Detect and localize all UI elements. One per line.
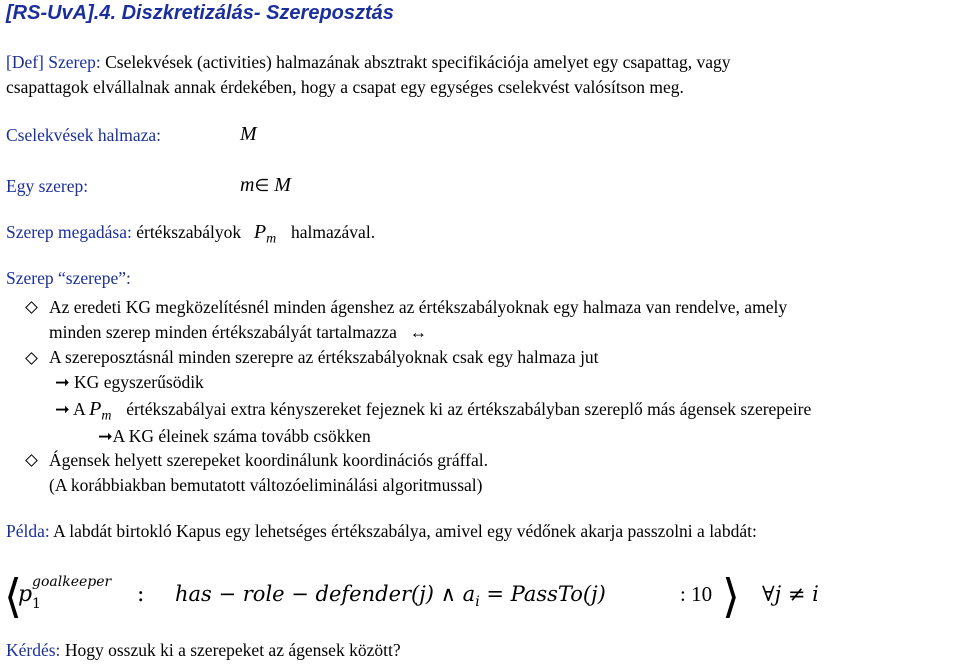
consequence-2-P: P	[89, 398, 102, 420]
question-text: Hogy osszuk ki a szerepeket az ágensek között?	[64, 640, 401, 660]
right-arrow-icon: ➞	[98, 426, 113, 446]
consequence-2-sub: m	[101, 408, 112, 424]
bullet-1-line-1: Az eredeti KG megközelítésnél minden ágenshez az értékszabályoknak egy halmaza van rendelve, amely	[49, 297, 788, 317]
right-arrow-icon: ➞	[55, 399, 70, 419]
role-of-role-heading: Szerep “szerepe”:	[6, 268, 131, 288]
role-specification	[6, 221, 375, 248]
actions-label: Cselekvések halmaza:	[6, 125, 162, 145]
element-of-symbol: ∈	[254, 176, 270, 195]
consequence-2-pre: A	[73, 399, 85, 419]
formula-colon: :	[137, 582, 145, 607]
bullet-3-line-2: (A korábbiakban bemutatott változóeliminálási algoritmussal)	[49, 475, 483, 495]
formula-ai-sub: i	[475, 594, 480, 611]
formula-condition: has − role − defender(j) ∧ a	[175, 582, 476, 606]
consequence-3	[98, 426, 371, 447]
question-label: Kérdés:	[6, 640, 61, 660]
role-M: M	[274, 174, 291, 196]
spec-label: Szerep megadása:	[6, 222, 132, 242]
definition-label: [Def] Szerep:	[6, 52, 101, 72]
formula-value: : 10	[680, 582, 713, 606]
consequence-2	[55, 398, 811, 425]
definition-line-2: csapattagok elvállalnak annak érdekében, hogy a csapat egy egységes cselekvést valósítson meg.	[6, 77, 684, 97]
left-angle-bracket: ⟨	[4, 569, 22, 623]
consequence-1	[55, 372, 204, 393]
slide-title: [RS-UvA].4. Diszkretizálás- Szereposztás	[6, 2, 394, 24]
bullet-3-line-1: Ágensek helyett szerepeket koordinálunk koordinációs gráffal.	[49, 450, 488, 470]
bullet-1-text-2: minden szerep minden értékszabályát tartalmazza	[49, 322, 397, 342]
spec-text-2: halmazával.	[291, 222, 376, 242]
example-line	[6, 521, 757, 542]
bullet-3-icon	[25, 454, 38, 467]
spec-sub: m	[266, 231, 277, 247]
formula-subscript: 1	[32, 596, 41, 612]
formula-p: p	[18, 582, 33, 607]
formula-quantifier: ∀j ≠ i	[762, 582, 819, 606]
bidirectional-arrow-icon: ↔	[409, 322, 428, 342]
actions-symbol: M	[240, 123, 257, 145]
spec-P: P	[253, 221, 267, 243]
bullet-2-text: A szereposztásnál minden szerepre az értékszabályoknak csak egy halmaza jut	[49, 347, 599, 367]
role-m: m	[240, 174, 255, 196]
formula-superscript: goalkeeper	[32, 574, 112, 590]
role-formula	[240, 174, 291, 197]
definition-line-1	[6, 52, 730, 73]
bullet-1-line-2	[49, 322, 427, 343]
formula-body	[175, 582, 606, 610]
consequence-3-text: A KG éleinek száma tovább csökken	[112, 426, 371, 446]
consequence-1-text: KG egyszerűsödik	[74, 372, 204, 392]
bullet-2-icon	[25, 352, 38, 365]
formula-action: = PassTo(j)	[486, 582, 606, 606]
example-text: A labdát birtokló Kapus egy lehetséges értékszabálya, amivel egy védőnek akarja passzolni a labdát:	[53, 521, 757, 541]
right-angle-bracket: ⟩	[722, 569, 740, 623]
spec-text-1: értékszabályok	[136, 222, 242, 242]
definition-text-1: Cselekvések (activities) halmazának absztrakt specifikációja amelyet egy csapattag, vagy	[105, 52, 731, 72]
question-line	[6, 640, 401, 661]
bullet-1-icon	[25, 301, 38, 314]
consequence-2-post: értékszabályai extra kényszereket fejeznek ki az értékszabályban szereplő más ágensek szerepeire	[126, 399, 812, 419]
right-arrow-icon: ➞	[55, 372, 70, 392]
example-label: Példa:	[6, 521, 50, 541]
role-label: Egy szerep:	[6, 176, 89, 196]
